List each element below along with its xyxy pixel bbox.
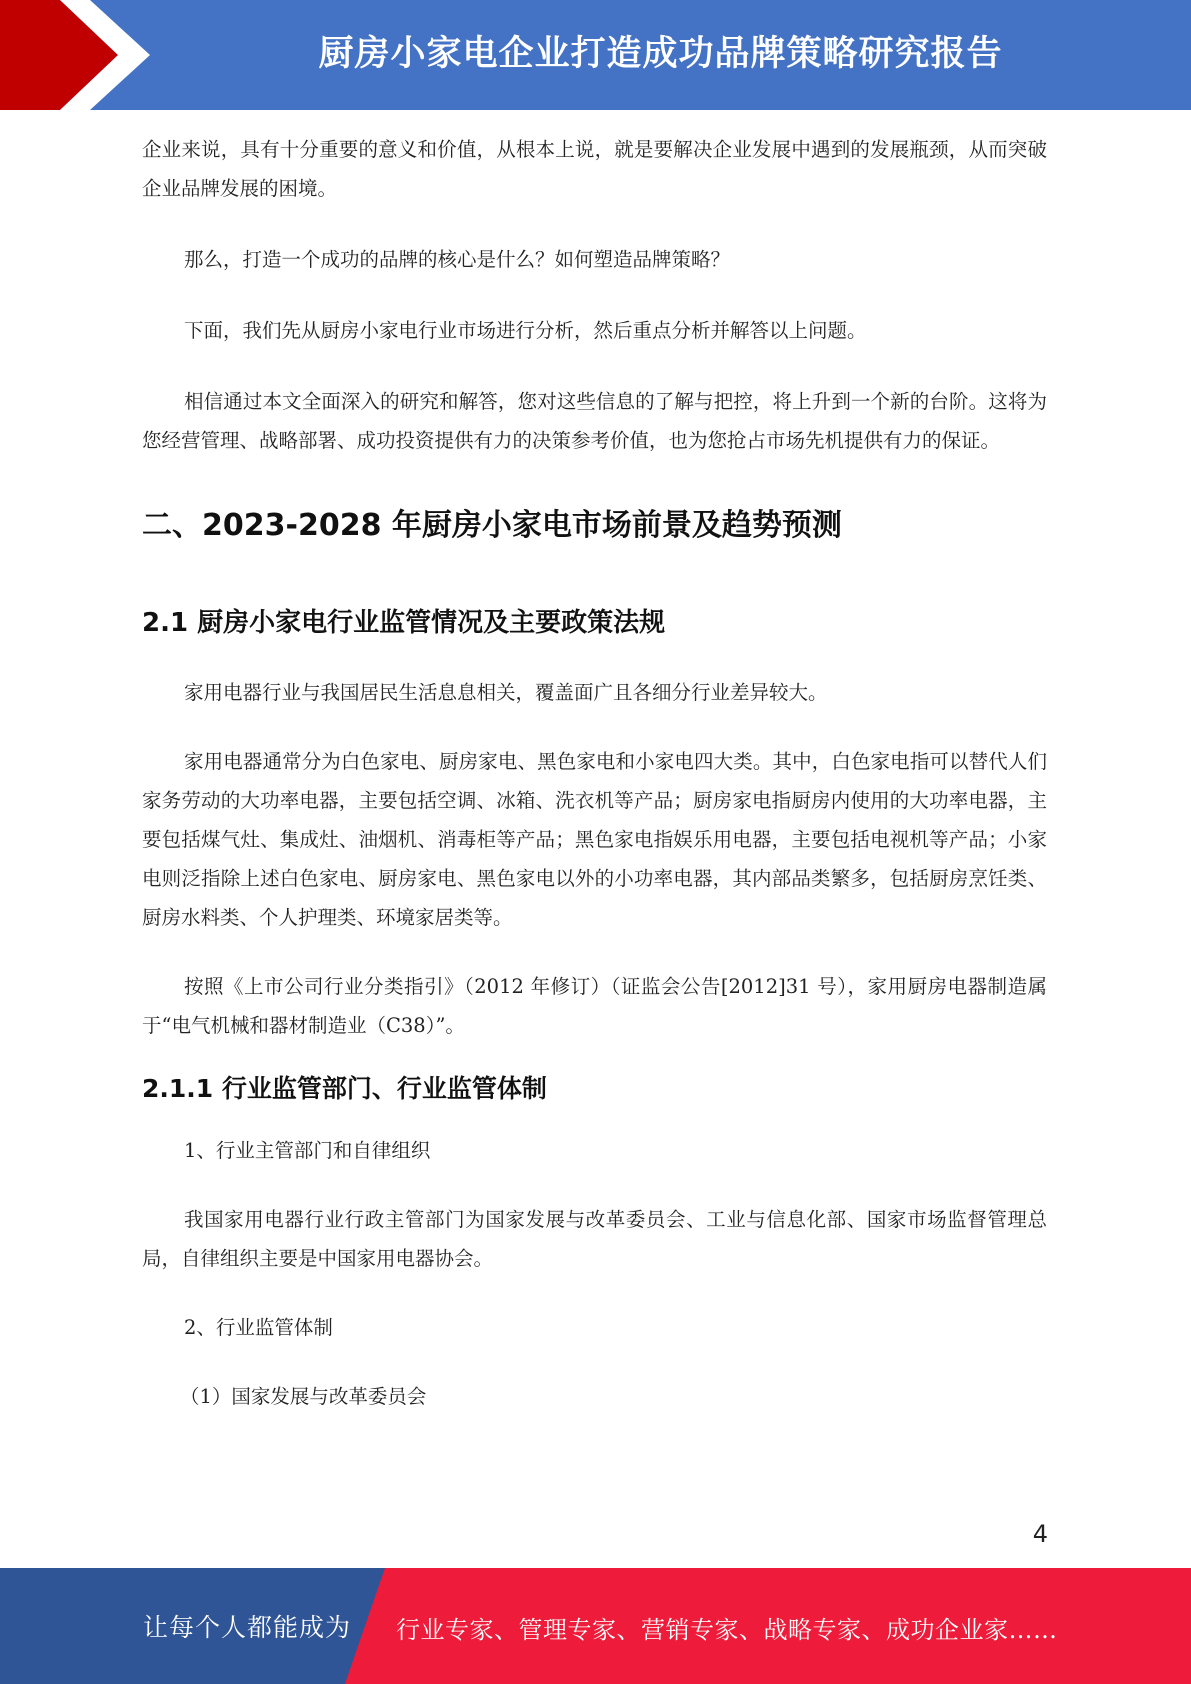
header-title: 厨房小家电企业打造成功品牌策略研究报告 (318, 34, 1003, 74)
subsection-heading-2-1: 2.1 厨房小家电行业监管情况及主要政策法规 (142, 608, 666, 638)
page-footer (0, 1568, 1191, 1684)
page-header (0, 0, 1191, 110)
footer-slogan-right: 行业专家、管理专家、营销专家、战略专家、成功企业家…… (396, 1616, 1058, 1644)
paragraph-3: 下面，我们先从厨房小家电行业市场进行分析，然后重点分析并解答以上问题。 (184, 319, 867, 342)
paragraph-5: 家用电器行业与我国居民生活息息相关，覆盖面广且各细分行业差异较大。 (184, 681, 828, 704)
subsection-heading-2-1-1: 2.1.1 行业监管部门、行业监管体制 (142, 1074, 547, 1103)
document-body (142, 130, 1047, 1416)
paragraph-2: 那么，打造一个成功的品牌的核心是什么？如何塑造品牌策略？ (184, 248, 731, 271)
paragraph-11: （1）国家发展与改革委员会 (180, 1385, 427, 1408)
page-number: 4 (1032, 1520, 1048, 1548)
footer-slogan-left: 让每个人都能成为 (143, 1613, 352, 1642)
paragraph-1: 企业来说，具有十分重要的意义和价值，从根本上说，就是要解决企业发展中遇到的发展瓶颈，从而突破企业品牌发展的困境。 (142, 138, 1047, 200)
paragraph-6: 家用电器通常分为白色家电、厨房家电、黑色家电和小家电四大类。其中，白色家电指可以替代人们家务劳动的大功率电器，主要包括空调、冰箱、洗衣机等产品；厨房家电指厨房内使用的大功率电器，主要包括煤气灶、集成灶、油烟机、消毒柜等产品；黑色家电指娱乐用电器，主要包括电视机等产品；小家电则泛指除上述白色家电、厨房家电、黑色家电以外的小功率电器，其内部品类繁多，包括厨房烹饪类、厨房水料类、个人护理类、环境家居类等。 (142, 750, 1047, 929)
paragraph-10: 2、行业监管体制 (184, 1316, 333, 1339)
section-heading-2: 二、2023-2028 年厨房小家电市场前景及趋势预测 (142, 508, 842, 543)
paragraph-9: 我国家用电器行业行政主管部门为国家发展与改革委员会、工业与信息化部、国家市场监督管理总局，自律组织主要是中国家用电器协会。 (142, 1208, 1047, 1270)
paragraph-7: 按照《上市公司行业分类指引》（2012 年修订）（证监会公告[2012]31 号），家用厨房电器制造属于“电气机械和器材制造业（C38）”。 (142, 975, 1047, 1037)
paragraph-4: 相信通过本文全面深入的研究和解答，您对这些信息的了解与把控，将上升到一个新的台阶。这将为您经营管理、战略部署、成功投资提供有力的决策参考价值，也为您抢占市场先机提供有力的保证。 (142, 390, 1047, 452)
paragraph-8: 1、行业主管部门和自律组织 (184, 1139, 431, 1162)
